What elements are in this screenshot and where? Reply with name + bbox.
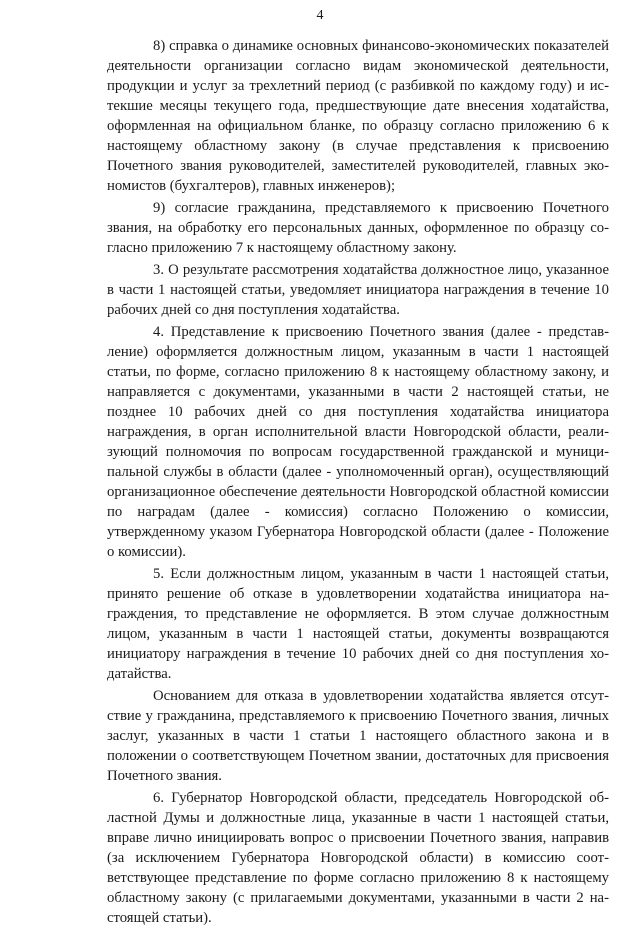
document-body xyxy=(107,36,609,930)
paragraph-clause-4: 4. Представление к присвоению Почетного звания (далее - представление) оформляется должностным лицом, указанным в части 1 настоящей статьи, по форме, согласно приложению 8 к настоящему областному закону, и направляется с документами, указанными в части 2 настоящей статьи, не позднее 10 рабочих дней со дня поступления ходатайства инициатора награждения, в орган исполнительной власти Новгородской области, реализующий полномочия по вопросам государственной гражданской и муниципальной службы в области (далее - уполномоченный орган), осуществляющий организационное обеспечение деятельности Новгородской областной комиссии по наградам (далее - комиссия) согласно Положению о комиссии, утвержденному указом Губернатора Новгородской области (далее - Положение о комиссии). xyxy=(107,324,609,560)
page-number: 4 xyxy=(316,8,324,23)
paragraph-clause-3: 3. О результате рассмотрения ходатайства должностное лицо, указанное в части 1 настоящей статьи, уведомляет инициатора награждения в течение 10 рабочих дней со дня поступления ходатайства. xyxy=(107,262,609,318)
paragraph-item-8: 8) справка о динамике основных финансово-экономических показателей деятельности организации согласно видам экономической деятельности, продукции и услуг за трехлетний период (с разбивкой по каждому году) и истекшие месяцы текущего года, предшествующие дате внесения ходатайства, оформленная на официальном бланке, по образцу согласно приложению 6 к настоящему областному закону (в случае представления к присвоению Почетного звания руководителей, заместителей руководителей, главных экономистов (бухгалтеров), главных инженеров); xyxy=(107,38,609,194)
paragraph-item-9: 9) согласие гражданина, представляемого к присвоению Почетного звания, на обработку его персональных данных, оформленное по образцу согласно приложению 7 к настоящему областному закону. xyxy=(107,200,609,256)
paragraph-clause-6: 6. Губернатор Новгородской области, председатель Новгородской областной Думы и должностные лица, указанные в части 1 настоящей статьи, вправе лично инициировать вопрос о присвоении Почетного звания, направив (за исключением Губернатора Новгородской области) в комиссию соответствующее представление по форме согласно приложению 8 к настоящему областному закону (с прилагаемыми документами, указанными в части 2 настоящей статьи). xyxy=(107,790,609,926)
paragraph-refusal-grounds: Основанием для отказа в удовлетворении ходатайства является отсутствие у гражданина, представляемого к присвоению Почетного звания, личных заслуг, указанных в части 1 статьи 1 настоящего областного закона и в положении о соответствующем Почетном звании, достаточных для присвоения Почетного звания. xyxy=(107,688,609,784)
paragraph-clause-5: 5. Если должностным лицом, указанным в части 1 настоящей статьи, принято решение об отказе в удовлетворении ходатайства инициатора награждения, то представление не оформляется. В этом случае должностным лицом, указанным в части 1 настоящей статьи, документы возвращаются инициатору награждения в течение 10 рабочих дней со дня поступления ходатайства. xyxy=(107,566,609,682)
